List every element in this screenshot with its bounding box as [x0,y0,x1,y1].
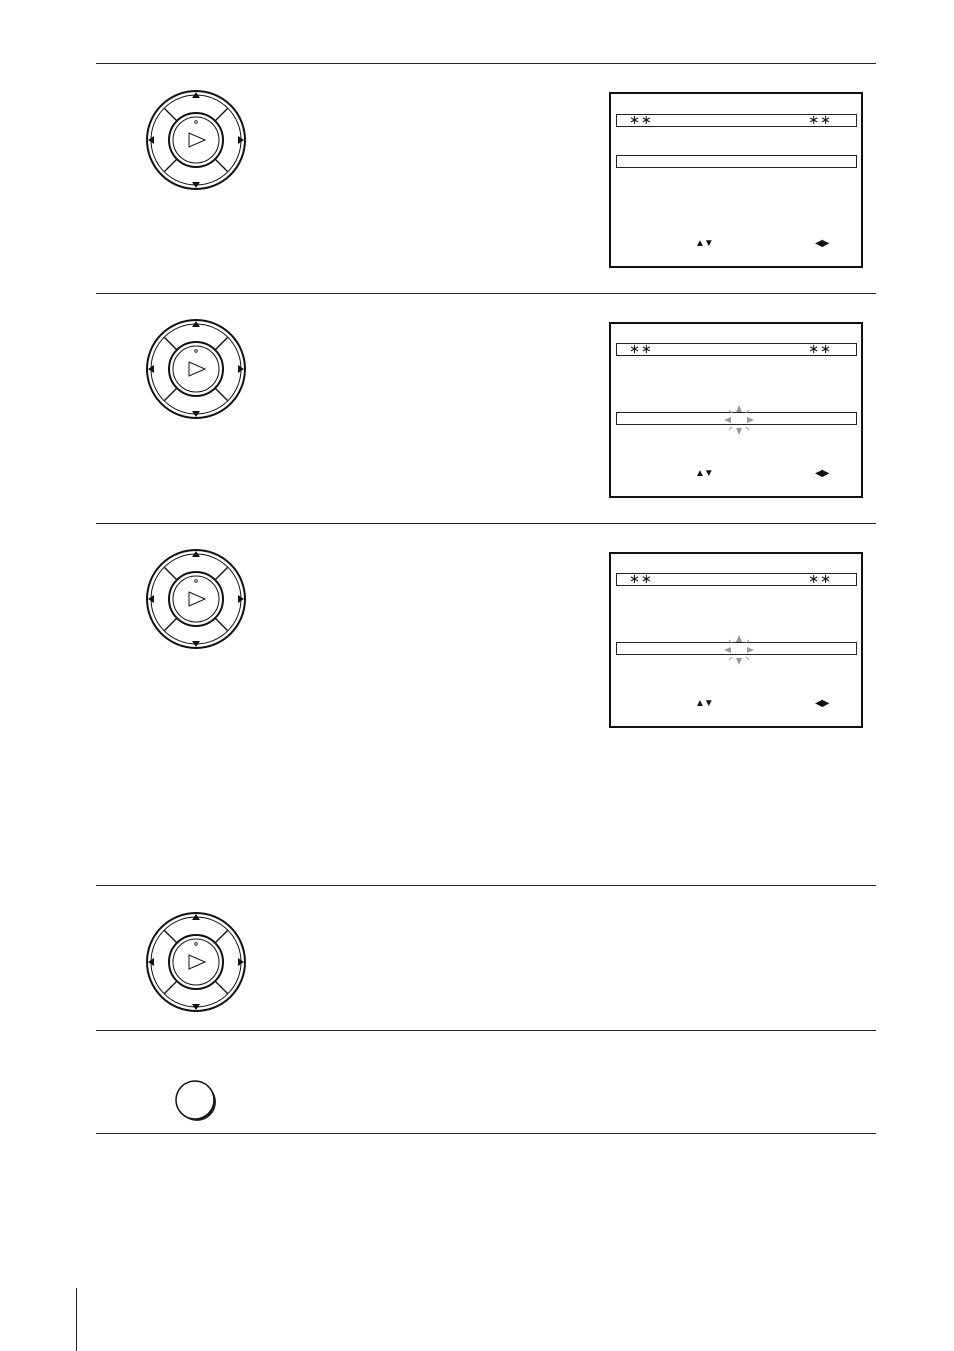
joystick-dial-icon[interactable] [145,548,247,650]
menu-header-bar [616,343,857,356]
up-down-arrows-icon: ▲▼ [695,698,713,709]
asterisk-right: ∗∗ [808,341,832,356]
asterisk-left: ∗∗ [629,341,653,356]
menu-screen-2 [609,322,863,498]
rule-2 [96,293,876,294]
rule-top [96,63,876,64]
menu-header-bar [616,114,857,127]
rule-bottom [96,1133,876,1134]
left-right-arrows-icon: ◀▶ [815,238,829,249]
menu-header-bar [616,573,857,586]
rule-4 [96,885,876,886]
asterisk-right: ∗∗ [808,571,832,586]
blinking-cursor-icon [723,404,755,436]
menu-screen-1 [609,92,863,268]
up-down-arrows-icon: ▲▼ [695,468,713,479]
joystick-dial-icon[interactable] [145,911,247,1013]
round-button-icon[interactable] [175,1080,219,1124]
asterisk-right: ∗∗ [808,112,832,127]
page-margin-line [76,1288,77,1351]
left-right-arrows-icon: ◀▶ [815,698,829,709]
menu-highlight-bar [616,155,857,168]
menu-screen-3 [609,552,863,728]
joystick-dial-icon[interactable] [145,89,247,191]
rule-3 [96,523,876,524]
asterisk-left: ∗∗ [629,112,653,127]
joystick-dial-icon[interactable] [145,318,247,420]
asterisk-left: ∗∗ [629,571,653,586]
blinking-cursor-icon [723,634,755,666]
rule-5 [96,1030,876,1031]
left-right-arrows-icon: ◀▶ [815,468,829,479]
up-down-arrows-icon: ▲▼ [695,238,713,249]
